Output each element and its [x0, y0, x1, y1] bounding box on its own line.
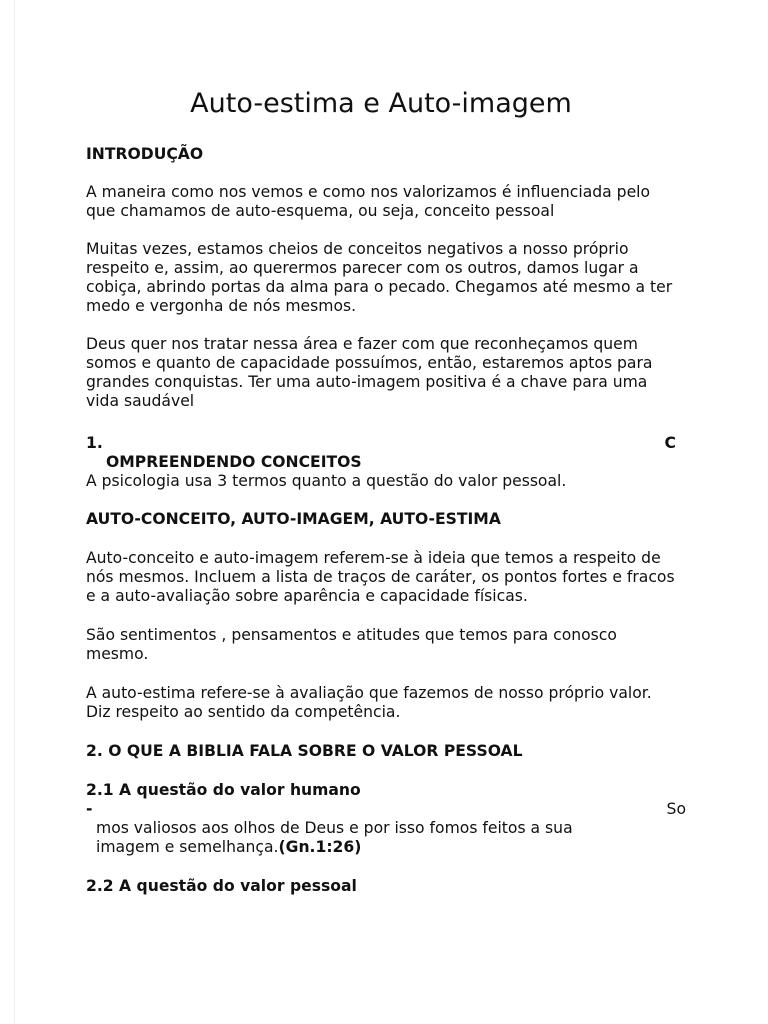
section-2-1-line-2 — [86, 838, 676, 857]
section-2-2-heading: 2.2 A questão do valor pessoal — [86, 877, 357, 895]
intro-paragraph-2: Muitas vezes, estamos cheios de conceitos negativos a nosso próprio respeito e, assim, ao querermos parecer com os outros, damos lugar a cobiça, abrindo portas da alma para o pecado. Chegamos até mesmo a ter medo e vergonha de nós mesmos. — [86, 240, 673, 315]
section-2-heading: 2. O QUE A BIBLIA FALA SOBRE O VALOR PESSOAL — [86, 742, 523, 760]
terms-paragraph-3: A auto-estima refere-se à avaliação que fazemos de nosso próprio valor. Diz respeito ao sentido da competência. — [86, 684, 652, 721]
intro-heading: INTRODUÇÃO — [86, 145, 204, 163]
section-1-heading-line — [86, 434, 676, 453]
section-1-heading-rest: OMPREENDENDO CONCEITOS — [106, 453, 362, 471]
section-1-paragraph: A psicologia usa 3 termos quanto a questão do valor pessoal. — [86, 472, 567, 490]
terms-paragraph-1: Auto-conceito e auto-imagem referem-se à ideia que temos a respeito de nós mesmos. Incluem a lista de traços de caráter, os pontos fortes e fracos e a auto-avaliação sobre aparência e capacidade físicas. — [86, 549, 675, 605]
section-2-1-so: So — [666, 800, 686, 818]
intro-paragraph-1: A maneira como nos vemos e como nos valorizamos é influenciada pelo que chamamos de auto-esquema, ou seja, conceito pessoal — [86, 183, 651, 220]
terms-heading: AUTO-CONCEITO, AUTO-IMAGEM, AUTO-ESTIMA — [86, 510, 501, 528]
section-2-1-reference: (Gn.1:26) — [278, 838, 362, 856]
section-2-1-dash: - — [86, 800, 93, 818]
section-1-first-letter: C — [664, 434, 676, 452]
document-title: Auto-estima e Auto-imagem — [190, 88, 572, 119]
terms-paragraph-2: São sentimentos , pensamentos e atitudes que temos para conosco mesmo. — [86, 626, 617, 663]
section-2-1-line-2-text: imagem e semelhança. — [96, 838, 279, 856]
document-page — [14, 0, 768, 1024]
section-2-1-line-1: mos valiosos aos olhos de Deus e por isso fomos feitos a sua — [96, 819, 573, 837]
intro-paragraph-3: Deus quer nos tratar nessa área e fazer com que reconheçamos quem somos e quanto de capacidade possuímos, então, estaremos aptos para grandes conquistas. Ter uma auto-imagem positiva é a chave para uma vida saudável — [86, 335, 653, 410]
section-2-1-heading: 2.1 A questão do valor humano — [86, 781, 361, 799]
document-content — [86, 86, 686, 896]
section-1-number: 1. — [86, 434, 103, 452]
section-2-1-first-line — [86, 800, 686, 819]
